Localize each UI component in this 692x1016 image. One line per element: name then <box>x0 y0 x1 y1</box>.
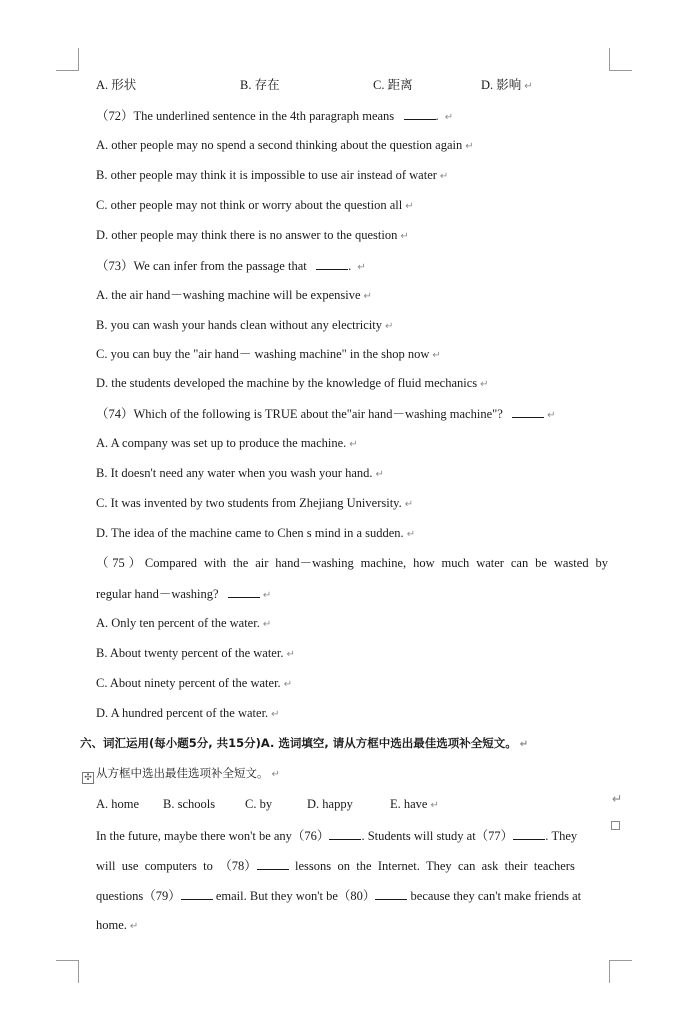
option-text: A. other people may no spend a second thinking about the question again <box>96 138 463 152</box>
question-75-option-c <box>96 675 292 693</box>
word-option-e <box>390 796 439 814</box>
crop-mark-bottom-left <box>56 960 79 983</box>
passage-text: because they can't make friends at <box>407 889 582 903</box>
passage-text: will use computers to （78） <box>96 859 257 873</box>
question-72-option-b <box>96 167 448 185</box>
question-73-stem: （73）We can infer from the passage that <box>96 259 307 273</box>
option-text: C. It was invented by two students from Zhejiang University. <box>96 496 402 510</box>
paragraph-mark-icon: ↵ <box>444 112 454 123</box>
option-text: A. A company was set up to produce the machine. <box>96 436 347 450</box>
blank-77 <box>513 827 545 840</box>
paragraph-mark-icon: ↵ <box>432 350 441 361</box>
cell-end-mark-icon: ↵ <box>612 791 623 806</box>
passage-text: email. But they won't be（80） <box>212 889 376 903</box>
question-73-option-c <box>96 346 441 364</box>
paragraph-mark-icon: ↵ <box>385 321 394 332</box>
option-text: B. About twenty percent of the water. <box>96 646 284 660</box>
question-73-option-b <box>96 317 393 335</box>
crop-mark-bottom-right <box>609 960 632 983</box>
blank-76 <box>329 827 361 840</box>
option-text: B. other people may think it is impossible to use air instead of water <box>96 168 437 182</box>
paragraph-mark-icon: ↵ <box>439 171 449 182</box>
paragraph-mark-icon: ↵ <box>406 529 416 540</box>
question-72-stem: （72）The underlined sentence in the 4th paragraph means <box>96 109 395 123</box>
option-text: B. It doesn't need any water when you wash your hand. <box>96 466 373 480</box>
option-c: C. 距离 <box>373 78 413 92</box>
question-75-line-1: （75）Compared with the air hand－washing machine, how much water can be wasted by <box>96 556 608 570</box>
paragraph-mark-icon: ↵ <box>405 201 414 212</box>
paragraph-mark-icon: ↵ <box>480 379 489 390</box>
paragraph-mark-icon: ↵ <box>262 590 272 601</box>
paragraph-mark-icon: ↵ <box>375 469 384 480</box>
paragraph-mark-icon: ↵ <box>283 679 293 690</box>
question-74 <box>96 405 556 424</box>
question-73: （73）We can infer from the passage that . ↵ <box>96 259 366 273</box>
paragraph-mark-icon: ↵ <box>400 231 409 242</box>
paragraph-mark-icon: ↵ <box>465 141 474 152</box>
crop-mark-top-left <box>56 48 79 71</box>
passage-text: . They <box>545 829 578 843</box>
section-subline-text: 从方框中选出最佳选项补全短文。 <box>96 766 269 780</box>
option-d <box>481 77 533 95</box>
option-text: B. you can wash your hands clean without any electricity <box>96 318 383 332</box>
question-73-option-d <box>96 375 489 393</box>
paragraph-mark-icon: ↵ <box>349 439 358 450</box>
answer-blank <box>228 585 260 598</box>
question-73-option-a <box>96 287 372 305</box>
passage-line-2 <box>96 857 575 874</box>
question-75-option-b <box>96 645 295 663</box>
question-72: （72）The underlined sentence in the 4th paragraph means . ↵ <box>96 109 454 123</box>
question-74-stem: （74）Which of the following is TRUE about the"air hand－washing machine"? <box>96 407 503 421</box>
question-74-option-d <box>96 525 415 543</box>
passage-line-4 <box>96 917 138 935</box>
paragraph-mark-icon: ↵ <box>271 709 280 720</box>
question-75-stem-end: regular hand－washing? <box>96 587 219 601</box>
table-move-handle-icon[interactable]: ✣ <box>82 772 94 784</box>
paragraph-mark-icon: ↵ <box>519 739 529 750</box>
passage-text: questions（79） <box>96 889 181 903</box>
question-75-option-a <box>96 615 271 633</box>
option-text: C. you can buy the "air hand－ washing machine" in the shop now <box>96 347 430 361</box>
question-74-option-a <box>96 435 358 453</box>
option-text: D. The idea of the machine came to Chen s mind in a sudden. <box>96 526 404 540</box>
option-text: C. other people may not think or worry about the question all <box>96 198 403 212</box>
paragraph-mark-icon: ↵ <box>262 619 272 630</box>
answer-blank <box>404 107 436 120</box>
word-option-b: B. schools <box>163 797 216 811</box>
option-a: A. 形状 <box>96 78 137 92</box>
paragraph-mark-icon: ↵ <box>286 649 295 660</box>
table-resize-handle-icon[interactable] <box>611 821 620 830</box>
option-text: D. other people may think there is no answer to the question <box>96 228 398 242</box>
paragraph-mark-icon: ↵ <box>129 921 139 932</box>
paragraph-mark-icon: ↵ <box>357 262 366 273</box>
blank-78 <box>257 857 289 870</box>
question-72-option-d <box>96 227 409 245</box>
question-74-option-c <box>96 495 413 513</box>
question-72-option-c <box>96 197 414 215</box>
blank-80 <box>375 887 407 900</box>
option-d-text: D. 影响 <box>481 78 522 92</box>
section-heading-text: 六、词汇运用(每小题5分, 共15分)A. 选词填空, 请从方框中选出最佳选项补全短文。 <box>80 736 517 750</box>
question-75-option-d <box>96 705 280 723</box>
passage-text: home. <box>96 918 127 932</box>
crop-mark-top-right <box>609 48 632 71</box>
paragraph-mark-icon: ↵ <box>430 800 439 811</box>
word-option-e-text: E. have <box>390 797 428 811</box>
paragraph-mark-icon: ↵ <box>404 499 414 510</box>
paragraph-mark-icon: ↵ <box>547 410 556 421</box>
section-subline <box>96 765 280 783</box>
word-option-c: C. by <box>245 797 273 811</box>
paragraph-mark-icon: ↵ <box>524 81 533 92</box>
option-text: A. Only ten percent of the water. <box>96 616 260 630</box>
question-72-option-a <box>96 137 474 155</box>
answer-blank <box>512 405 544 418</box>
option-text: C. About ninety percent of the water. <box>96 676 281 690</box>
section-heading <box>80 735 528 753</box>
blank-79 <box>181 887 213 900</box>
option-text: A. the air hand－washing machine will be expensive <box>96 288 361 302</box>
passage-text: . Students will study at（77） <box>361 829 514 843</box>
option-b: B. 存在 <box>240 78 280 92</box>
answer-blank <box>316 257 348 270</box>
paragraph-mark-icon: ↵ <box>363 291 372 302</box>
question-75-line-2 <box>96 585 271 604</box>
option-text: D. A hundred percent of the water. <box>96 706 269 720</box>
passage-text: In the future, maybe there won't be any（76） <box>96 829 330 843</box>
passage-text: lessons on the Internet. They can ask their teachers <box>288 859 575 873</box>
option-text: D. the students developed the machine by the knowledge of fluid mechanics <box>96 376 478 390</box>
paragraph-mark-icon: ↵ <box>271 769 280 780</box>
passage-line-3 <box>96 887 581 904</box>
word-option-d: D. happy <box>307 797 353 811</box>
word-option-a: A. home <box>96 797 140 811</box>
passage-line-1 <box>96 827 577 844</box>
question-74-option-b <box>96 465 384 483</box>
